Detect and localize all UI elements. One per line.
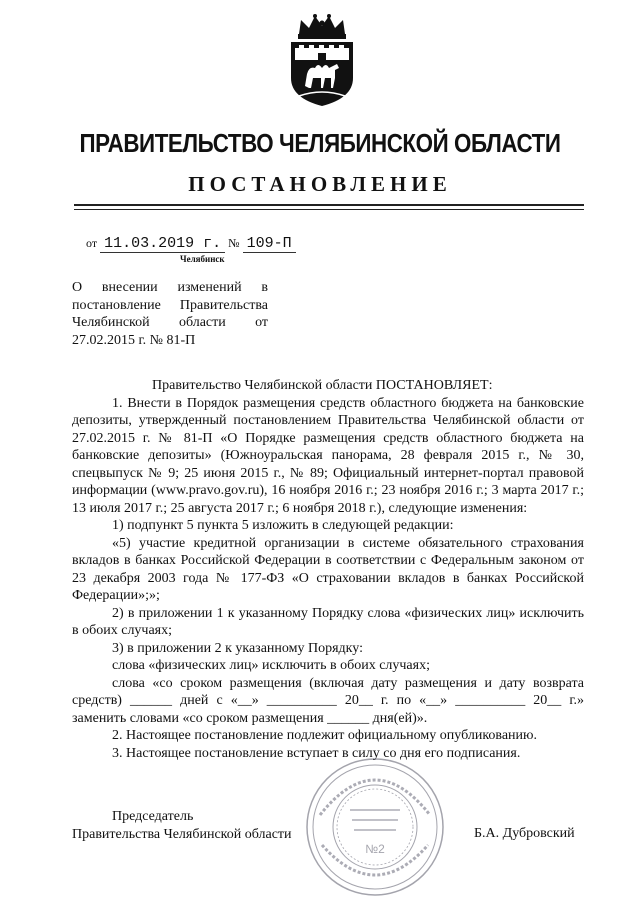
signatory-name: Б.А. Дубровский: [474, 826, 575, 841]
document-type: ПОСТАНОВЛЕНИЕ: [188, 172, 452, 196]
date-prefix: от: [86, 236, 98, 250]
number-prefix: №: [228, 236, 240, 250]
header-divider: [74, 204, 584, 206]
body-paragraph: 1) подпункт 5 пункта 5 изложить в следующей редакции:: [112, 518, 454, 533]
official-seal-stamp: [300, 755, 450, 900]
body-paragraph: Правительство Челябинской области ПОСТАНОВЛЯЕТ:: [152, 378, 493, 393]
body-paragraph: слова «физических лиц» исключить в обоих случаях;: [112, 658, 430, 673]
document-subject: [72, 279, 268, 349]
document-body: [72, 377, 584, 762]
date-line: [86, 235, 296, 252]
signatory-title-line: Председатель: [112, 809, 194, 824]
body-paragraph: 1. Внести в Порядок размещения средств областного бюджета на банковские депозиты, утвержденный постановлением Правительства Челябинской области от 27.02.2015 г. № 81-П «О Порядке размещения средств областного бюджета на банковские депозиты» (Южноуральская панорама, 28 февраля 2015 г., № 30, спецвыпуск № 9; 25 июня 2015 г., № 89; Официальный интернет-портал правовой информации (www.pravo.gov.ru), 16 ноября 2016 г.; 23 ноября 2016 г.; 3 марта 2017 г.; 13 июля 2017 г.; 25 августа 2017 г.; 6 ноября 2018 г.), следующие изменения:: [72, 395, 584, 516]
seal-number: №2: [365, 842, 385, 856]
body-paragraph: 3. Настоящее постановление вступает в силу со дня его подписания.: [112, 745, 521, 761]
header-divider-thin: [74, 209, 584, 210]
signatory-title: [72, 808, 292, 844]
body-paragraph: слова «со сроком размещения (включая дату размещения и дату возврата средств) ______ дней с «__» __________ 20__ г. по «__» __________ 20__ г.» заменить словами «со сроком размещения ______ дня(ей)».: [72, 675, 584, 726]
signatory-title-line: Правительства Челябинской области: [72, 827, 292, 842]
city-name: Челябинск: [180, 254, 225, 264]
subject-text: О внесении изменений в постановление Правительства Челябинской области от 27.02.2015 г. № 81-П: [72, 280, 268, 348]
body-paragraph: 3) в приложении 2 к указанному Порядку:: [112, 640, 363, 656]
government-title: ПРАВИТЕЛЬСТВО ЧЕЛЯБИНСКОЙ ОБЛАСТИ: [79, 128, 561, 158]
document-number: 109-П: [243, 235, 296, 253]
body-paragraph: 2) в приложении 1 к указанному Порядку слова «физических лиц» исключить в обоих случаях;: [72, 605, 584, 638]
body-paragraph: «5) участие кредитной организации в системе обязательного страхования вкладов в банках Российской Федерации в соответствии с Федеральным законом от 23 декабря 2003 года № 177-ФЗ «О страховании вкладов в банках Российской Федерации»;»;: [72, 535, 584, 603]
coat-of-arms-emblem: [285, 12, 359, 108]
document-date: 11.03.2019 г.: [100, 235, 225, 253]
body-paragraph: 2. Настоящее постановление подлежит официальному опубликованию.: [112, 728, 537, 743]
